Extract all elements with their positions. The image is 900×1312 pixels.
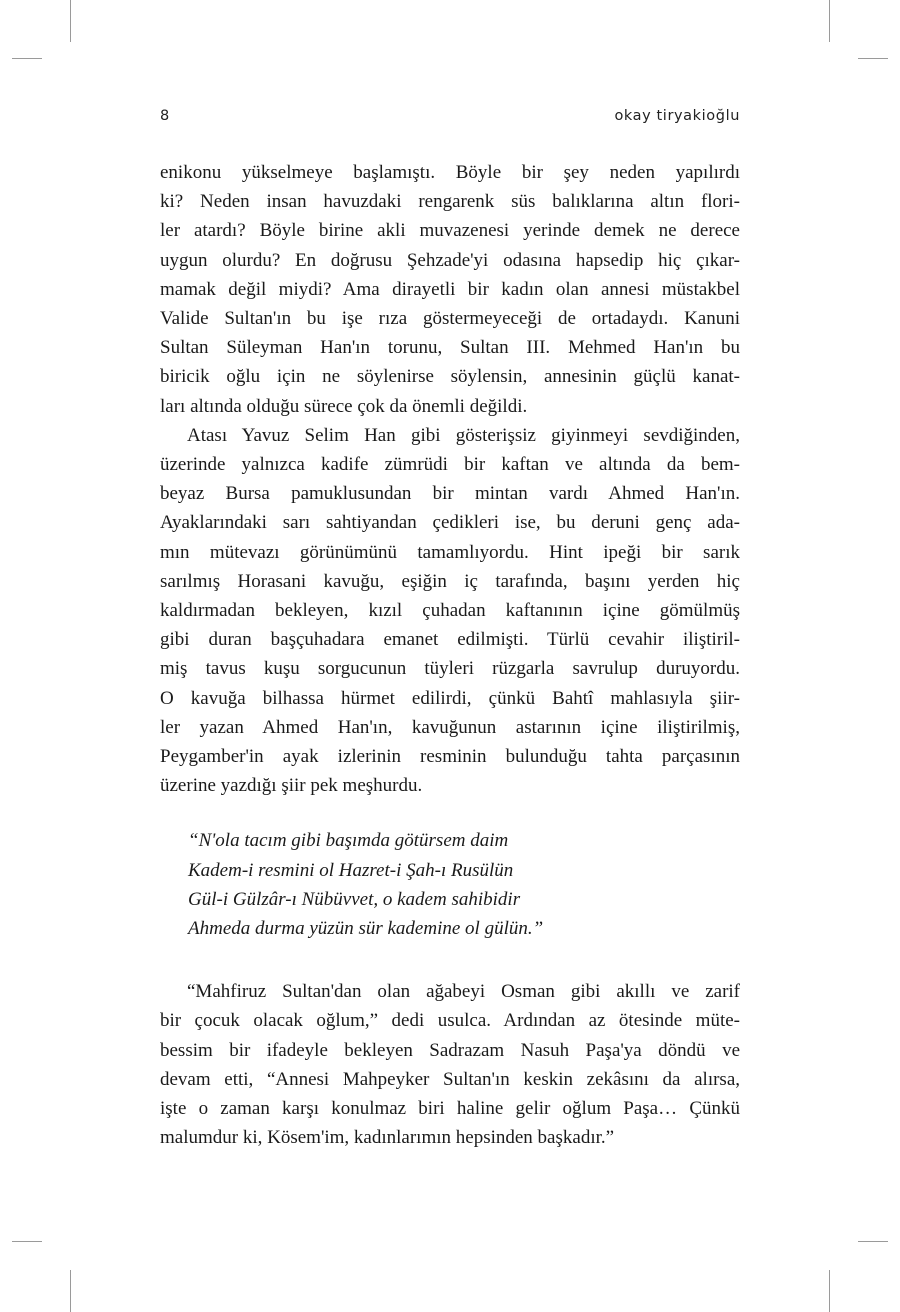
text-line: bessim bir ifadeyle bekleyen Sadrazam Nasuh Paşa'ya döndü ve xyxy=(160,1039,740,1061)
text-line: kaldırmadan bekleyen, kızıl çuhadan kaftanının içine gömülmüş xyxy=(160,600,740,622)
text-line: mın mütevazı görünümünü tamamlıyordu. Hint ipeği bir sarık xyxy=(160,541,740,563)
closing-paragraph xyxy=(160,977,740,1152)
paragraph xyxy=(160,421,740,801)
text-line: mamak değil miydi? Ama dirayetli bir kadın olan annesi müstakbel xyxy=(160,278,740,300)
text-line: “Mahfiruz Sultan'dan olan ağabeyi Osman gibi akıllı ve zarif xyxy=(187,981,740,1003)
crop-mark-top-left xyxy=(70,0,71,42)
text-line: malumdur ki, Kösem'im, kadınlarımın hepsinden başkadır.” xyxy=(160,1127,615,1149)
crop-mark-bottom-left xyxy=(70,1270,71,1312)
text-line: ler yazan Ahmed Han'ın, kavuğunun astarının içine iliştirilmiş, xyxy=(160,716,740,738)
text-line: Ayaklarındaki sarı sahtiyandan çedikleri ise, bu deruni genç ada- xyxy=(160,512,740,534)
text-line: üzerinde yalnızca kadife zümrüdi bir kaftan ve altında da bem- xyxy=(160,454,740,476)
text-line: ler atardı? Böyle birine akli muvazenesi yerinde demek ne derece xyxy=(160,220,740,242)
crop-mark-bottom-right xyxy=(829,1270,830,1312)
crop-mark-left-top xyxy=(12,58,42,59)
text-line: üzerine yazdığı şiir pek meşhurdu. xyxy=(160,775,423,797)
text-line: devam etti, “Annesi Mahpeyker Sultan'ın keskin zekâsını da alırsa, xyxy=(160,1068,740,1090)
poem-line: Gül-i Gülzâr-ı Nübüvvet, o kadem sahibidir xyxy=(188,888,521,910)
text-line: sarılmış Horasani kavuğu, eşiğin iç tarafında, başını yerden hiç xyxy=(160,570,740,592)
text-line: Sultan Süleyman Han'ın torunu, Sultan III. Mehmed Han'ın bu xyxy=(160,337,740,359)
poem-line: Kadem-i resmini ol Hazret-i Şah-ı Rusülün xyxy=(188,859,514,881)
poem-line: “N'ola tacım gibi başımda götürsem daim xyxy=(188,830,509,852)
text-line: O kavuğa bilhassa hürmet edilirdi, çünkü Bahtî mahlasıyla şiir- xyxy=(160,687,740,709)
crop-mark-left-bottom xyxy=(12,1241,42,1242)
text-line: Peygamber'in ayak izlerinin resminin bulunduğu tahta parçasının xyxy=(160,746,740,768)
text-line: bir çocuk olacak oğlum,” dedi usulca. Ardından az ötesinde müte- xyxy=(160,1010,740,1032)
paragraph xyxy=(160,158,740,421)
page-number: 8 xyxy=(160,108,170,124)
text-line: Atası Yavuz Selim Han gibi gösterişsiz giyinmeyi sevdiğinden, xyxy=(187,424,740,446)
crop-mark-right-bottom xyxy=(858,1241,888,1242)
text-line: biricik oğlu için ne söylenirse söylensin, annesinin güçlü kanat- xyxy=(160,366,740,388)
running-head xyxy=(160,108,740,132)
text-line: ki? Neden insan havuzdaki rengarenk süs balıklarına altın flori- xyxy=(160,191,740,213)
page-body xyxy=(160,158,740,1153)
text-line: enikonu yükselmeye başlamıştı. Böyle bir şey neden yapılırdı xyxy=(160,162,740,183)
text-line: miş tavus kuşu sorgucunun tüyleri rüzgarla savrulup duruyordu. xyxy=(160,658,740,680)
text-line: beyaz Bursa pamuklusundan bir mintan vardı Ahmed Han'ın. xyxy=(160,483,740,505)
crop-mark-right-top xyxy=(858,58,888,59)
poem-line: Ahmeda durma yüzün sür kademine ol gülün.” xyxy=(188,918,544,940)
text-line: işte o zaman karşı konulmaz biri haline gelir oğlum Paşa… Çünkü xyxy=(160,1098,740,1120)
crop-mark-top-right xyxy=(829,0,830,42)
running-head-author: okay tiryakioğlu xyxy=(614,108,740,124)
text-line: ları altında olduğu sürece çok da önemli değildi. xyxy=(160,395,528,417)
text-line: uygun olurdu? En doğrusu Şehzade'yi odasına hapsedip hiç çıkar- xyxy=(160,249,740,271)
poem-block xyxy=(188,826,740,943)
text-line: gibi duran başçuhadara emanet edilmişti. Türlü cevahir iliştiril- xyxy=(160,629,740,651)
text-line: Valide Sultan'ın bu işe rıza göstermeyeceği de ortadaydı. Kanuni xyxy=(160,308,740,330)
